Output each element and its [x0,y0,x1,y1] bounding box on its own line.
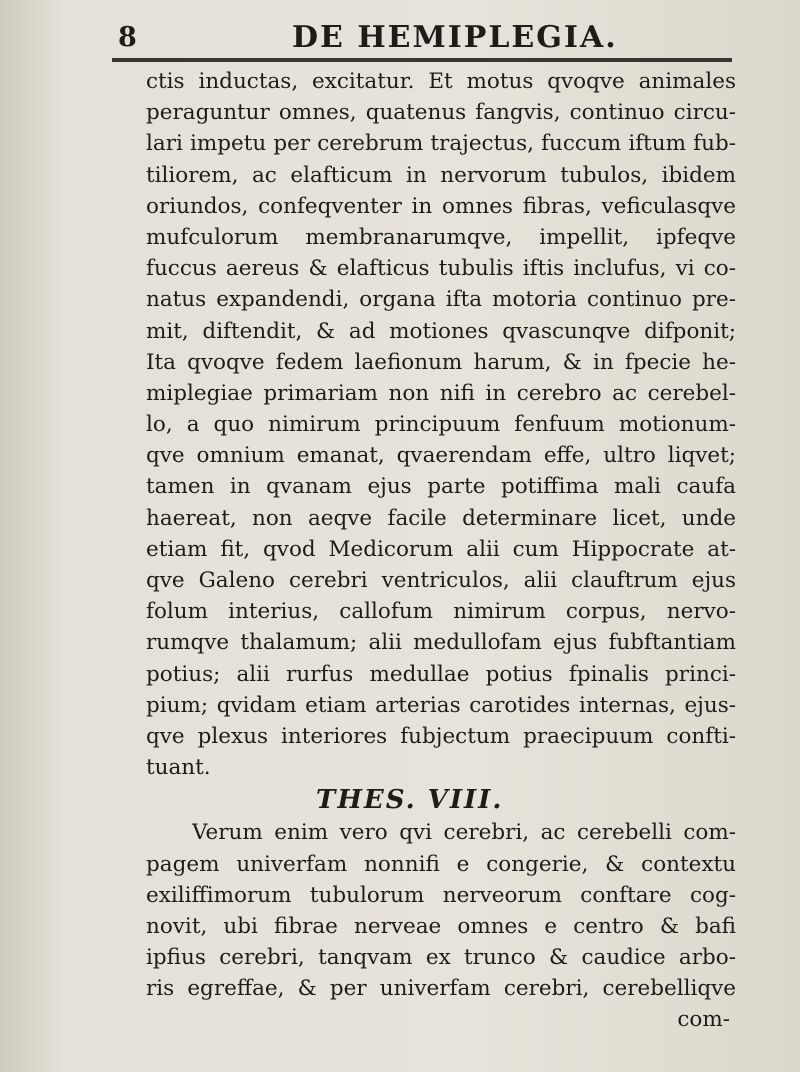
text-line: lari impetu per cerebrum trajectus, fuccum iftum fub- [146,131,736,157]
text-line: mit, diftendit, & ad motiones qvascunqve difponit; [146,318,736,344]
text-line: etiam fit, qvod Medicorum alii cum Hippocrate at- [146,536,736,562]
text-line: haereat, non aeqve facile determinare licet, unde [146,505,736,531]
paragraph-1 [146,66,736,783]
text-line: peraguntur omnes, quatenus fangvis, continuo circu- [146,100,736,126]
running-head: DE HEMIPLEGIA. [292,20,618,55]
text-line: mufculorum membranarumqve, impellit, ipfeqve [146,224,736,250]
text-line: exiliffimorum tubulorum nerveorum conftare cog- [146,882,736,908]
text-line: potius; alii rurfus medullae potius fpinalis princi- [146,661,736,687]
text-line: lo, a quo nimirum principuum fenfuum motionum- [146,412,736,438]
text-line: oriundos, confeqventer in omnes fibras, veficulasqve [146,193,736,219]
text-line: ipfius cerebri, tanqvam ex trunco & caudice arbo- [146,945,736,971]
text-line: Verum enim vero qvi cerebri, ac cerebelli com- [192,820,736,846]
paragraph-2 [146,817,736,1004]
text-line: tuant. [146,755,211,781]
text-line: miplegiae primariam non nifi in cerebro ac cerebel- [146,380,736,406]
page-number: 8 [118,22,137,53]
text-line: qve Galeno cerebri ventriculos, alii clauftrum ejus [146,568,736,593]
text-line: folum interius, callofum nimirum corpus, nervo- [146,599,736,625]
header-rule [112,58,732,62]
text-line: pium; qvidam etiam arterias carotides internas, ejus- [146,692,736,718]
text-line: novit, ubi fibrae nerveae omnes e centro & bafi [146,913,736,939]
text-line: qve plexus interiores fubjectum praecipuum confti- [146,723,736,749]
text-line: pagem univerfam nonnifi e congerie, & contextu [146,851,736,877]
text-line: natus expandendi, organa ifta motoria continuo pre- [146,287,736,313]
page-header [110,18,730,58]
catchword: com- [677,1007,730,1033]
text-line: tamen in qvanam ejus parte potiffima mali caufa [146,474,736,500]
text-line: Ita qvoqve fedem laefionum harum, & in fpecie he- [146,349,736,375]
text-line: tiliorem, ac elafticum in nervorum tubulos, ibidem [146,162,736,188]
text-line: ris egreffae, & per univerfam cerebri, cerebelliqve [146,976,736,1002]
text-line: rumqve thalamum; alii medullofam ejus fubftantiam [146,630,736,656]
thesis-heading: THES. VIII. [316,785,504,816]
body-text [146,66,736,1036]
text-line: ctis inductas, excitatur. Et motus qvoqve animales [146,69,736,94]
text-line: qve omnium emanat, qvaerendam effe, ultro liqvet; [146,443,736,469]
text-line: fuccus aereus & elafticus tubulis iftis inclufus, vi co- [146,256,736,282]
